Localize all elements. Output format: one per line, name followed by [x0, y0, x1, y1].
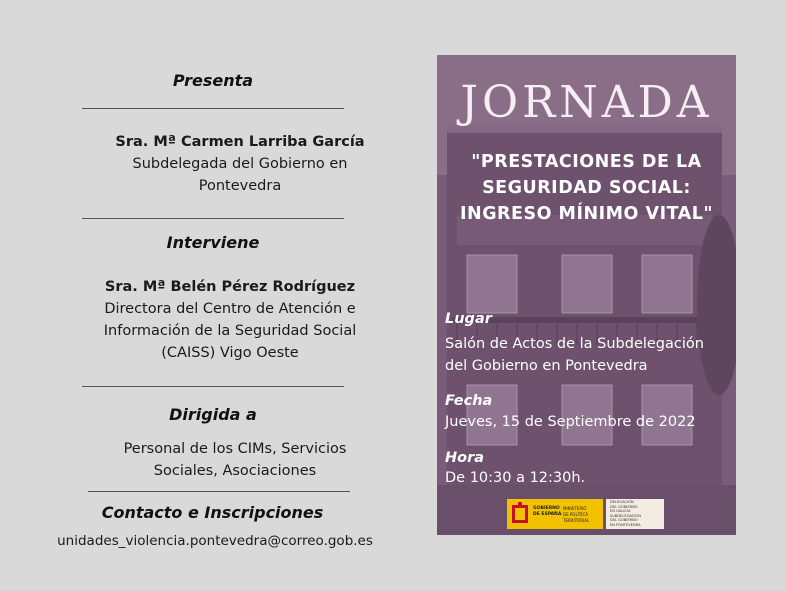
event-poster [437, 55, 736, 535]
interviene-name: Sra. Mª Belén Pérez Rodríguez [104, 279, 356, 295]
logo-right-line5: DEL GOBIERNO [610, 518, 638, 523]
poster-subtitle [447, 149, 726, 227]
logo-left-line1: GOBIERNO [533, 506, 560, 511]
interviene-role-line3: (CAISS) Vigo Oeste [161, 345, 299, 361]
presenta-role-line1: Subdelegada del Gobierno en [132, 156, 348, 172]
contact-email-link[interactable]: unidades_violencia.pontevedra@correo.gob.es [57, 533, 373, 549]
logo-mid-line1: MINISTERIO [563, 506, 587, 511]
fecha-value: Jueves, 15 de Septiembre de 2022 [445, 414, 696, 430]
logo-mid-line2: DE POLÍTICA TERRITORIAL [563, 512, 590, 523]
lugar-line2: del Gobierno en Pontevedra [445, 358, 648, 374]
logo-right-line6: EN PONTEVEDRA [610, 522, 641, 527]
logo-right-line3: EN GALICIA [610, 509, 631, 514]
logo-right-line1: DELEGACIÓN [610, 500, 634, 504]
poster-subtitle-line2: SEGURIDAD SOCIAL: [482, 178, 691, 198]
dirigida-heading: Dirigida a [169, 405, 257, 424]
lugar-line1: Salón de Actos de la Subdelegación [445, 336, 704, 352]
contacto-heading: Contacto e Inscripciones [101, 503, 324, 522]
poster-subtitle-line1: "PRESTACIONES DE LA [471, 152, 702, 172]
interviene-heading: Interviene [166, 233, 260, 252]
hora-value: De 10:30 a 12:30h. [445, 470, 586, 486]
divider [88, 491, 350, 492]
presenta-name: Sra. Mª Carmen Larriba García [115, 134, 365, 150]
presenta-heading: Presenta [172, 71, 254, 90]
interviene-role-line1: Directora del Centro de Atención e [104, 301, 356, 317]
divider [82, 108, 344, 109]
lugar-label: Lugar [445, 311, 492, 327]
subdelegacion-logo [606, 499, 664, 529]
poster-subtitle-line3: INGRESO MÍNIMO VITAL" [460, 204, 713, 224]
presenta-role-line2: Pontevedra [198, 178, 282, 194]
logo-left-line2: DE ESPAÑA [533, 512, 562, 517]
dirigida-line1: Personal de los CIMs, Servicios [123, 441, 347, 457]
divider [82, 386, 344, 387]
poster-title: JORNADA [460, 77, 713, 128]
divider [82, 218, 344, 219]
coat-of-arms-icon [509, 499, 531, 529]
government-logos [507, 499, 667, 529]
dirigida-line2: Sociales, Asociaciones [153, 463, 317, 479]
gobierno-logo [507, 499, 603, 529]
fecha-label: Fecha [445, 393, 493, 409]
logo-right-line2: DEL GOBIERNO [610, 504, 638, 509]
hora-label: Hora [445, 450, 485, 466]
logo-right-line4: SUBDELEGACIÓN [610, 513, 641, 518]
interviene-role-line2: Información de la Seguridad Social [103, 323, 357, 339]
